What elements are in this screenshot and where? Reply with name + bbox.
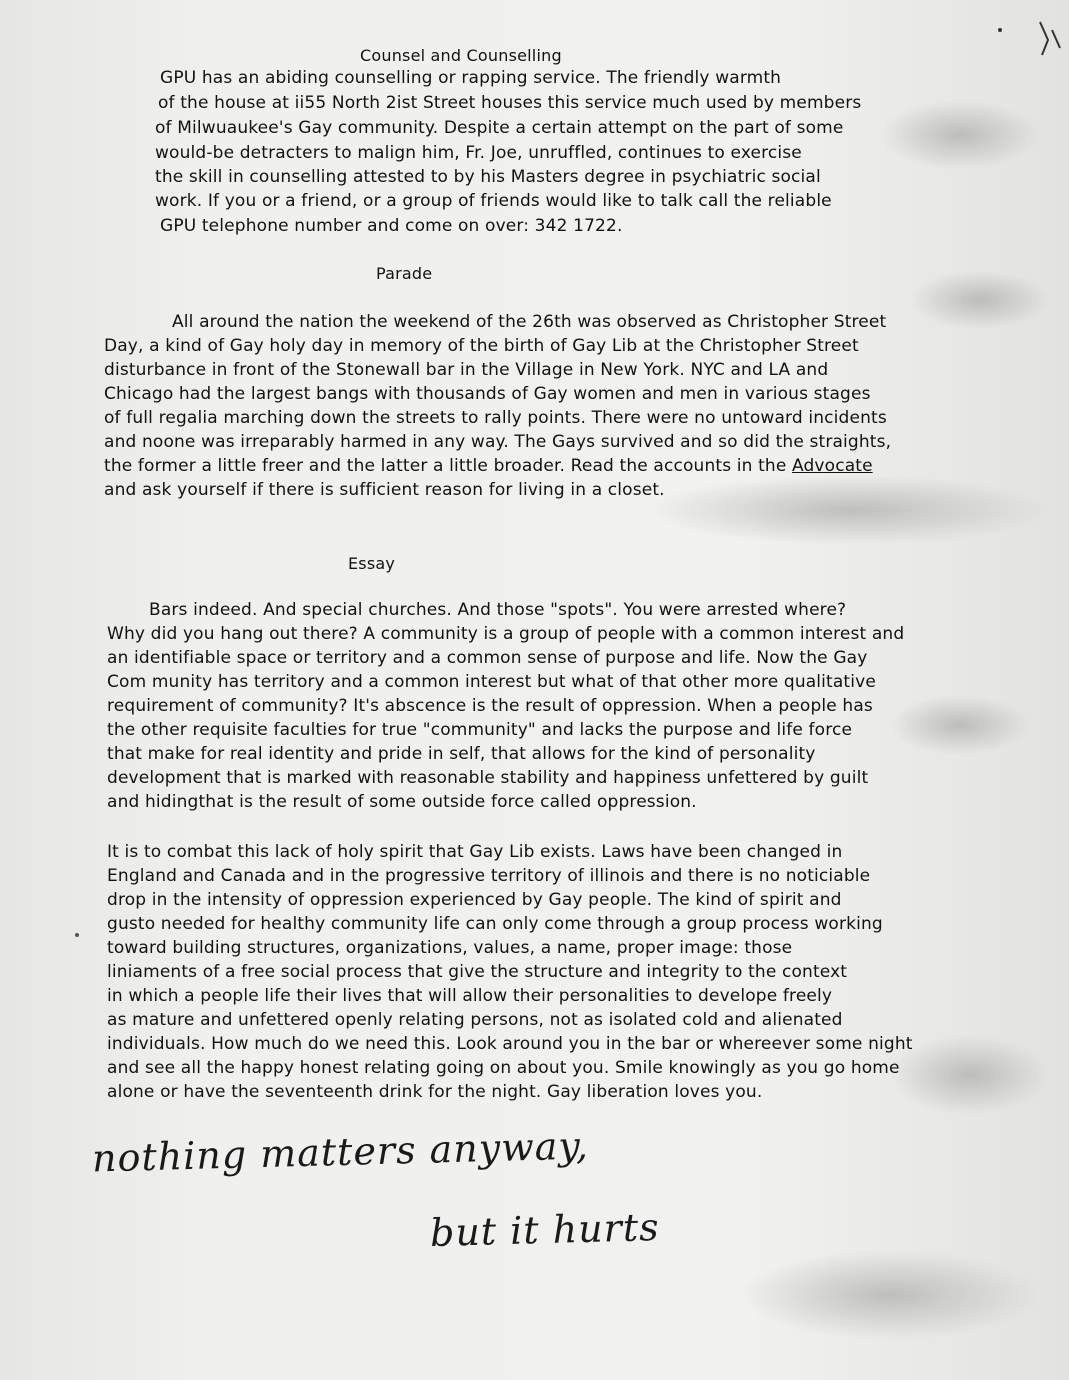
counselling-line: GPU has an abiding counselling or rapping service. The friendly warmth [160, 68, 782, 88]
parade-line: and ask yourself if there is sufficient reason for living in a closet. [104, 480, 665, 500]
shading-smudge [740, 1250, 1040, 1340]
shading-smudge [650, 475, 1050, 545]
parade-line: Chicago had the largest bangs with thousands of Gay women and men in various stages [104, 384, 871, 404]
essay-line: an identifiable space or territory and a common sense of purpose and life. Now the Gay [107, 648, 868, 668]
parade-line: Day, a kind of Gay holy day in memory of the birth of Gay Lib at the Christopher Street [104, 336, 859, 356]
essay-line: Com munity has territory and a common interest but what of that other more qualitative [107, 672, 876, 692]
handwritten-note-line1: nothing matters anyway, [91, 1123, 590, 1181]
essay-line: and hidingthat is the result of some outside force called oppression. [107, 792, 697, 812]
counselling-line: GPU telephone number and come on over: 342 1722. [160, 216, 623, 236]
essay-line: development that is marked with reasonable stability and happiness unfettered by guilt [107, 768, 869, 788]
counselling-line: of Milwuaukee's Gay community. Despite a certain attempt on the part of some [155, 118, 844, 138]
counselling-line: the skill in counselling attested to by his Masters degree in psychiatric social [155, 167, 821, 187]
counselling-line: of the house at ii55 North 2ist Street houses this service much used by members [158, 93, 862, 113]
essay-line: Bars indeed. And special churches. And those "spots". You were arrested where? [149, 600, 847, 620]
essay-line: toward building structures, organizations, values, a name, proper image: those [107, 938, 793, 958]
counselling-line: would-be detracters to malign him, Fr. Joe, unruffled, continues to exercise [155, 143, 802, 163]
essay-line: individuals. How much do we need this. Look around you in the bar or whereever some night [107, 1034, 913, 1054]
shading-smudge [880, 100, 1040, 170]
essay-line: alone or have the seventeenth drink for the night. Gay liberation loves you. [107, 1082, 763, 1102]
speck [998, 28, 1002, 32]
shading-smudge [910, 270, 1050, 330]
parade-line: of full regalia marching down the streets to rally points. There were no untoward incidents [104, 408, 887, 428]
shading-smudge [890, 1035, 1050, 1115]
speck [75, 933, 79, 937]
counselling-line: work. If you or a friend, or a group of friends would like to talk call the reliable [155, 191, 832, 211]
parade-line: and noone was irreparably harmed in any way. The Gays survived and so did the straights, [104, 432, 892, 452]
parade-heading: Parade [376, 264, 433, 283]
essay-line: liniaments of a free social process that give the structure and integrity to the context [107, 962, 848, 982]
essay-line: It is to combat this lack of holy spirit that Gay Lib exists. Laws have been changed in [107, 842, 843, 862]
essay-line: that make for real identity and pride in self, that allows for the kind of personality [107, 744, 816, 764]
shading-smudge [890, 695, 1030, 755]
parade-line [104, 456, 873, 476]
parade-line: All around the nation the weekend of the 26th was observed as Christopher Street [172, 312, 887, 332]
essay-line: in which a people life their lives that will allow their personalities to develope freely [107, 986, 833, 1006]
handwritten-note-line2: but it hurts [429, 1205, 661, 1255]
essay-line: England and Canada and in the progressive territory of illinois and there is no noticiable [107, 866, 871, 886]
essay-line: as mature and unfettered openly relating persons, not as isolated cold and alienated [107, 1010, 843, 1030]
essay-line: requirement of community? It's abscence is the result of oppression. When a people has [107, 696, 873, 716]
essay-line: gusto needed for healthy community life can only come through a group process working [107, 914, 883, 934]
corner-mark [1040, 22, 1060, 55]
counselling-heading: Counsel and Counselling [360, 46, 562, 65]
essay-line: drop in the intensity of oppression experienced by Gay people. The kind of spirit and [107, 890, 842, 910]
advocate-title: Advocate [792, 456, 873, 476]
essay-heading: Essay [348, 554, 396, 573]
parade-line-text: the former a little freer and the latter a little broader. Read the accounts in the [104, 456, 793, 476]
essay-line: Why did you hang out there? A community is a group of people with a common interest and [107, 624, 905, 644]
essay-line: and see all the happy honest relating going on about you. Smile knowingly as you go home [107, 1058, 900, 1078]
essay-line: the other requisite faculties for true "community" and lacks the purpose and life force [107, 720, 853, 740]
parade-line: disturbance in front of the Stonewall bar in the Village in New York. NYC and LA and [104, 360, 829, 380]
